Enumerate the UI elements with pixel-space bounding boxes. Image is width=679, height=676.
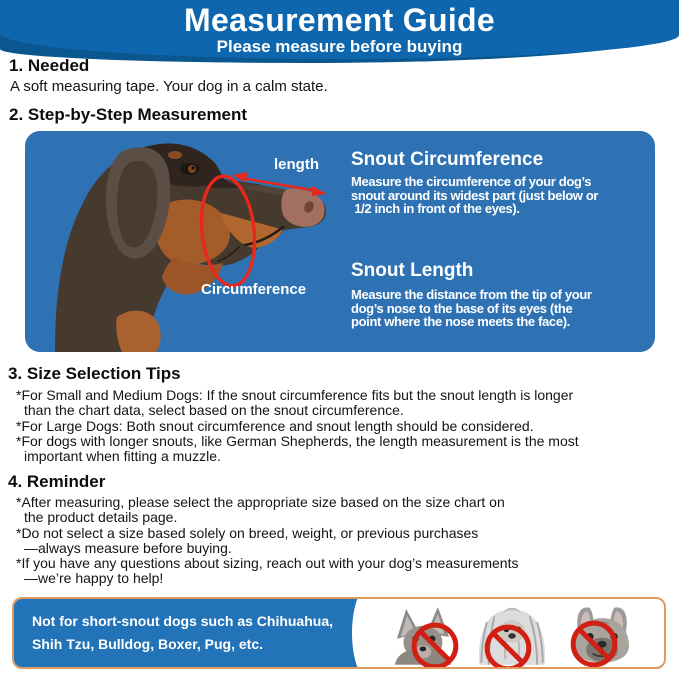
snout-circumference-title: Snout Circumference (351, 149, 544, 170)
reminder-line: *Do not select a size based solely on breed, weight, or previous purchases (16, 524, 479, 541)
measurement-diagram-panel (25, 131, 655, 352)
reminder-line: *After measuring, please select the appropriate size based on the size chart on (16, 494, 505, 510)
section-heading-measurement: 2. Step-by-Step Measurement (9, 105, 248, 124)
footer-note: Not for short-snout dogs such as Chihuahua, Shih Tzu, Bulldog, Boxer, Pug, etc. (32, 613, 333, 652)
tip-line: *For Large Dogs: Both snout circumference and snout length should be considered. (16, 417, 534, 434)
snout-circumference-text: Measure the circumference of your dog’s snout around its widest part (just below or 1/2 inch in front of the eyes). (351, 174, 599, 217)
tips-list (16, 388, 579, 464)
tip-line: *For dogs with longer snouts, like German Shepherds, the length measurement is the most (16, 432, 579, 449)
circumference-label: Circumference (201, 281, 307, 298)
snout-length-text: Measure the distance from the tip of your dog’s nose to the base of its eyes (the point where the nose meets the face). (351, 287, 592, 330)
section-heading-reminder: 4. Reminder (8, 472, 106, 491)
reminder-line: —we’re happy to help! (24, 570, 164, 587)
page-subtitle: Please measure before buying (216, 37, 463, 56)
needed-body: A soft measuring tape. Your dog in a calm state. (10, 78, 328, 95)
length-label: length (274, 156, 319, 173)
section-heading-tips: 3. Size Selection Tips (8, 364, 181, 383)
section-heading-needed: 1. Needed (9, 56, 90, 75)
no-symbol-icon (569, 619, 619, 669)
footer-warning-box (12, 597, 666, 669)
reminder-line: —always measure before buying. (24, 539, 232, 556)
snout-length-title: Snout Length (351, 260, 474, 281)
tip-line: important when fitting a muzzle. (24, 448, 221, 465)
reminder-line: *If you have any questions about sizing, reach out with your dog’s measurements (16, 555, 519, 572)
tip-line: *For Small and Medium Dogs: If the snout circumference fits but the snout length is longer (16, 387, 574, 403)
reminder-list (16, 495, 518, 587)
header-banner (0, 0, 679, 66)
page-title: Measurement Guide (184, 2, 495, 38)
reminder-line: the product details page. (24, 509, 178, 526)
no-symbol-icon (410, 621, 460, 669)
tip-line: than the chart data, select based on the snout circumference. (24, 402, 404, 419)
no-symbol-icon (483, 623, 533, 669)
